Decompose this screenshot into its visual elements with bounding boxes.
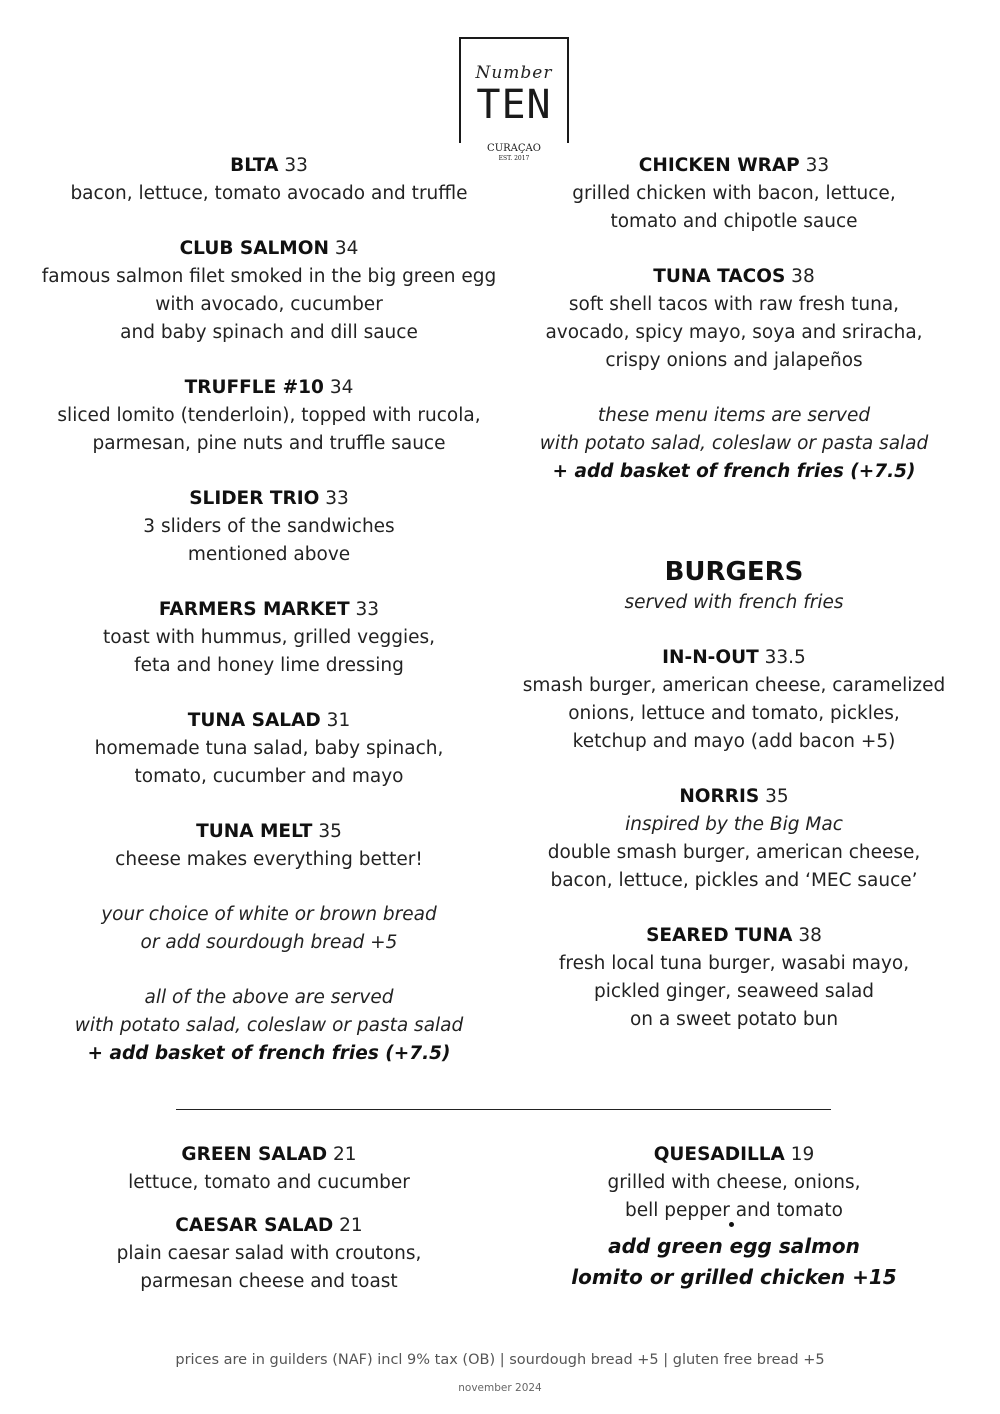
item-description: on a sweet potato bun (629, 1009, 839, 1030)
item-name: TUNA SALAD (187, 710, 321, 731)
item-description: lettuce, tomato and cucumber (128, 1172, 410, 1193)
item-name: NORRIS (679, 786, 760, 807)
menu-item (40, 485, 498, 569)
item-price: 21 (333, 1144, 357, 1165)
item-name: SLIDER TRIO (189, 488, 320, 509)
item-description: fresh local tuna burger, wasabi mayo, (558, 953, 910, 974)
item-description: tomato, cucumber and mayo (134, 766, 404, 787)
item-description: plain caesar salad with croutons, (116, 1243, 422, 1264)
logo-city: CURAÇAO (451, 143, 577, 155)
item-name: FARMERS MARKET (158, 599, 350, 620)
item-description: with avocado, cucumber (155, 294, 383, 315)
item-description: feta and honey lime dressing (134, 655, 404, 676)
item-name: QUESADILLA (653, 1144, 785, 1165)
section-divider (176, 1109, 831, 1110)
served-note: with potato salad, coleslaw or pasta salad (74, 1015, 464, 1036)
footer-note: prices are in guilders (NAF) incl 9% tax (OB) | sourdough bread +5 | gluten free bread +5 (175, 1352, 825, 1368)
item-price: 19 (790, 1144, 815, 1165)
item-price: 31 (326, 710, 351, 731)
item-description: grilled with cheese, onions, (607, 1172, 861, 1193)
item-description: famous salmon filet smoked in the big green egg (41, 266, 497, 287)
item-price: 33 (284, 155, 308, 176)
fries-note: + add basket of french fries (+7.5) (87, 1043, 451, 1064)
item-description: tomato and chipotle sauce (610, 211, 858, 232)
burgers-subtitle: served with french fries (624, 592, 844, 613)
item-description: onions, lettuce and tomato, pickles, (568, 703, 900, 724)
item-description: avocado, spicy mayo, soya and sriracha, (545, 322, 923, 343)
item-price: 35 (765, 786, 789, 807)
item-price: 35 (318, 821, 342, 842)
bread-note: your choice of white or brown bread (101, 904, 437, 925)
item-name: GREEN SALAD (181, 1144, 328, 1165)
item-description: parmesan cheese and toast (140, 1271, 398, 1292)
menu-date: november 2024 (458, 1382, 542, 1394)
item-description: homemade tuna salad, baby spinach, (94, 738, 444, 759)
salads-section (40, 1141, 498, 1296)
fries-note: + add basket of french fries (+7.5) (552, 461, 916, 482)
item-price: 33 (355, 599, 380, 620)
item-tagline: inspired by the Big Mac (625, 814, 843, 835)
menu-item (508, 783, 960, 895)
item-name: IN-N-OUT (662, 647, 759, 668)
bread-note: or add sourdough bread +5 (140, 932, 398, 953)
item-name: SEARED TUNA (646, 925, 793, 946)
left-column (40, 152, 498, 1068)
menu-item (508, 1141, 960, 1225)
item-price: 21 (339, 1215, 363, 1236)
menu-item (508, 922, 960, 1034)
logo-script: Number (475, 63, 553, 83)
item-description: parmesan, pine nuts and truffle sauce (92, 433, 446, 454)
served-note: all of the above are served (144, 987, 394, 1008)
item-price: 38 (798, 925, 822, 946)
menu-item (40, 1141, 498, 1197)
served-note: these menu items are served (597, 405, 871, 426)
menu-item (40, 707, 498, 791)
item-price: 33 (805, 155, 830, 176)
item-description: bacon, lettuce, pickles and ‘MEC sauce’ (550, 870, 918, 891)
menu-item (508, 263, 960, 375)
logo-est: EST. 2017 (498, 155, 530, 162)
item-description: double smash burger, american cheese, (547, 842, 921, 863)
addon-note: add green egg salmon (608, 1234, 860, 1258)
served-note: with potato salad, coleslaw or pasta salad (539, 433, 929, 454)
item-description: soft shell tacos with raw fresh tuna, (568, 294, 900, 315)
item-price: 33.5 (764, 647, 806, 668)
item-description: grilled chicken with bacon, lettuce, (572, 183, 896, 204)
item-price: 34 (329, 377, 354, 398)
item-description: 3 sliders of the sandwiches (143, 516, 395, 537)
menu-item (508, 644, 960, 756)
item-description: mentioned above (187, 544, 351, 565)
burgers-title: BURGERS (664, 557, 804, 587)
item-description: bell pepper and tomato (625, 1200, 843, 1221)
item-description: sliced lomito (tenderloin), topped with rucola, (57, 405, 481, 426)
menu-item (40, 1212, 498, 1296)
logo (459, 37, 569, 162)
burgers-section (508, 555, 960, 1034)
addon-note: lomito or grilled chicken +15 (571, 1265, 897, 1289)
item-name: CLUB SALMON (179, 238, 329, 259)
menu-item (40, 152, 498, 208)
item-name: CAESAR SALAD (175, 1215, 334, 1236)
menu-item (508, 152, 960, 236)
dot-mark (729, 1222, 734, 1227)
item-description: pickled ginger, seaweed salad (593, 981, 875, 1002)
item-description: ketchup and mayo (add bacon +5) (572, 731, 896, 752)
item-price: 34 (334, 238, 359, 259)
item-description: smash burger, american cheese, caramelized (522, 675, 946, 696)
item-name: BLTA (230, 155, 279, 176)
item-description: toast with hummus, grilled veggies, (102, 627, 436, 648)
menu-item (40, 596, 498, 680)
item-description: bacon, lettuce, tomato avocado and truffle (70, 183, 468, 204)
item-name: TUNA TACOS (653, 266, 786, 287)
menu-item (40, 818, 498, 874)
quesadilla-section (508, 1141, 960, 1293)
item-name: TRUFFLE #10 (184, 377, 324, 398)
item-description: crispy onions and jalapeños (605, 350, 863, 371)
item-price: 33 (325, 488, 349, 509)
item-description: and baby spinach and dill sauce (120, 322, 418, 343)
item-name: TUNA MELT (196, 821, 313, 842)
menu-item (40, 374, 498, 458)
item-name: CHICKEN WRAP (638, 155, 800, 176)
logo-name: TEN (476, 82, 552, 128)
menu-item (40, 235, 498, 347)
item-description: cheese makes everything better! (115, 849, 423, 870)
right-column (508, 152, 960, 486)
item-price: 38 (791, 266, 815, 287)
